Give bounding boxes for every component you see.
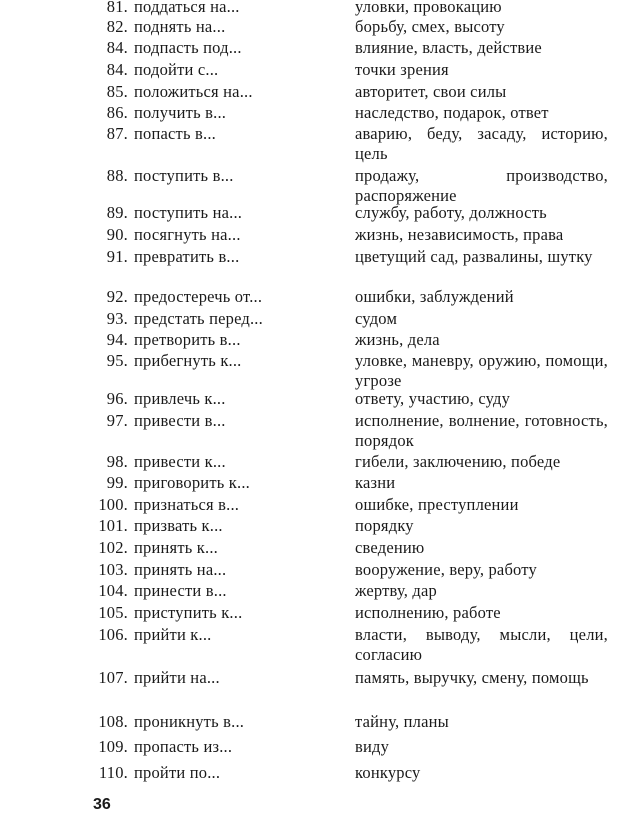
entry-number: 92. xyxy=(106,287,128,306)
entry-number: 101. xyxy=(98,516,128,535)
entry-number: 89. xyxy=(106,203,128,222)
entry-objects: виду xyxy=(355,737,390,756)
entry-number: 106. xyxy=(98,625,128,644)
page-number: 36 xyxy=(93,796,111,813)
entry-number: 103. xyxy=(98,560,128,579)
entry-objects: сведению xyxy=(355,538,425,557)
entry-verb: посягнуть на... xyxy=(134,225,241,244)
entry-verb: приступить к... xyxy=(134,603,243,622)
entry-verb: претворить в... xyxy=(134,330,241,349)
entry-number: 90. xyxy=(106,225,128,244)
entry-number: 95. xyxy=(106,351,128,370)
entry-objects: авторитет, свои силы xyxy=(355,82,507,101)
entry-objects: тайну, планы xyxy=(355,712,449,731)
entry-objects: гибели, заключению, победе xyxy=(355,452,561,471)
entry-verb: прийти на... xyxy=(134,668,220,687)
entry-verb: принести в... xyxy=(134,581,227,600)
entry-objects: цветущий сад, развалины, шутку xyxy=(355,247,593,266)
entry-verb: подпасть под... xyxy=(134,38,242,57)
entry-objects: исполнение, волнение, готовность, порядок xyxy=(355,411,608,450)
entry-verb: поддаться на... xyxy=(134,0,240,16)
entry-verb: прийти к... xyxy=(134,625,212,644)
entry-objects: жизнь, дела xyxy=(355,330,440,349)
entry-objects: жизнь, независимость, права xyxy=(355,225,564,244)
entry-verb: поступить в... xyxy=(134,166,234,185)
entry-objects: власти, выводу, мысли, цели, согласию xyxy=(355,625,608,664)
entry-verb: предостеречь от... xyxy=(134,287,263,306)
entry-number: 98. xyxy=(106,452,128,471)
entry-objects: наследство, подарок, ответ xyxy=(355,103,549,122)
entry-objects: жертву, дар xyxy=(355,581,437,600)
entry-number: 88. xyxy=(106,166,128,185)
entry-objects: вооружение, веру, работу xyxy=(355,560,537,579)
entry-verb: прибегнуть к... xyxy=(134,351,242,370)
entry-objects: продажу, производство, распоряжение xyxy=(355,166,608,205)
entry-verb: привести к... xyxy=(134,452,226,471)
entry-number: 84. xyxy=(106,60,128,79)
entry-objects: борьбу, смех, высоту xyxy=(355,17,505,36)
entry-verb: проникнуть в... xyxy=(134,712,245,731)
entry-verb: принять к... xyxy=(134,538,218,557)
entry-objects: ошибке, преступлении xyxy=(355,495,519,514)
entry-objects: конкурсу xyxy=(355,763,421,782)
entry-objects: порядку xyxy=(355,516,414,535)
entry-number: 99. xyxy=(106,473,128,492)
entry-number: 85. xyxy=(106,82,128,101)
entry-number: 82. xyxy=(106,17,128,36)
entry-number: 84. xyxy=(106,38,128,57)
entry-verb: получить в... xyxy=(134,103,227,122)
entry-verb: призвать к... xyxy=(134,516,223,535)
entry-verb: привлечь к... xyxy=(134,389,226,408)
entry-objects: службу, работу, должность xyxy=(355,203,547,222)
entry-number: 108. xyxy=(98,712,128,731)
entry-number: 81. xyxy=(106,0,128,16)
entry-number: 110. xyxy=(98,763,128,782)
entry-number: 105. xyxy=(98,603,128,622)
entry-verb: попасть в... xyxy=(134,124,216,143)
entry-number: 109. xyxy=(98,737,128,756)
entry-objects: уловке, маневру, оружию, помощи, угрозе xyxy=(355,351,608,390)
entry-verb: поступить на... xyxy=(134,203,243,222)
entry-objects: исполнению, работе xyxy=(355,603,501,622)
entry-verb: пропасть из... xyxy=(134,737,233,756)
entry-objects: судом xyxy=(355,309,398,328)
entry-objects: ошибки, заблуждений xyxy=(355,287,514,306)
entry-number: 107. xyxy=(98,668,128,687)
entry-objects: память, выручку, смену, помощь xyxy=(355,668,589,687)
entry-objects: точки зрения xyxy=(355,60,449,79)
entry-objects: аварию, беду, засаду, историю, цель xyxy=(355,124,608,163)
entry-verb: поднять на... xyxy=(134,17,226,36)
entry-verb: положиться на... xyxy=(134,82,253,101)
entry-number: 96. xyxy=(106,389,128,408)
entry-number: 93. xyxy=(106,309,128,328)
entry-number: 97. xyxy=(106,411,128,430)
entry-verb: принять на... xyxy=(134,560,227,579)
entry-objects: влияние, власть, действие xyxy=(355,38,542,57)
entry-verb: подойти с... xyxy=(134,60,219,79)
entry-verb: пройти по... xyxy=(134,763,221,782)
entry-verb: превратить в... xyxy=(134,247,240,266)
entry-objects: уловки, провокацию xyxy=(355,0,502,16)
entry-number: 104. xyxy=(98,581,128,600)
entry-objects: ответу, участию, суду xyxy=(355,389,511,408)
entry-number: 100. xyxy=(98,495,128,514)
entry-number: 86. xyxy=(106,103,128,122)
entry-number: 94. xyxy=(106,330,128,349)
entry-number: 91. xyxy=(106,247,128,266)
entry-verb: признаться в... xyxy=(134,495,240,514)
entry-number: 87. xyxy=(106,124,128,143)
entry-verb: приговорить к... xyxy=(134,473,250,492)
entry-number: 102. xyxy=(98,538,128,557)
entry-verb: предстать перед... xyxy=(134,309,263,328)
entry-verb: привести в... xyxy=(134,411,226,430)
entry-objects: казни xyxy=(355,473,396,492)
